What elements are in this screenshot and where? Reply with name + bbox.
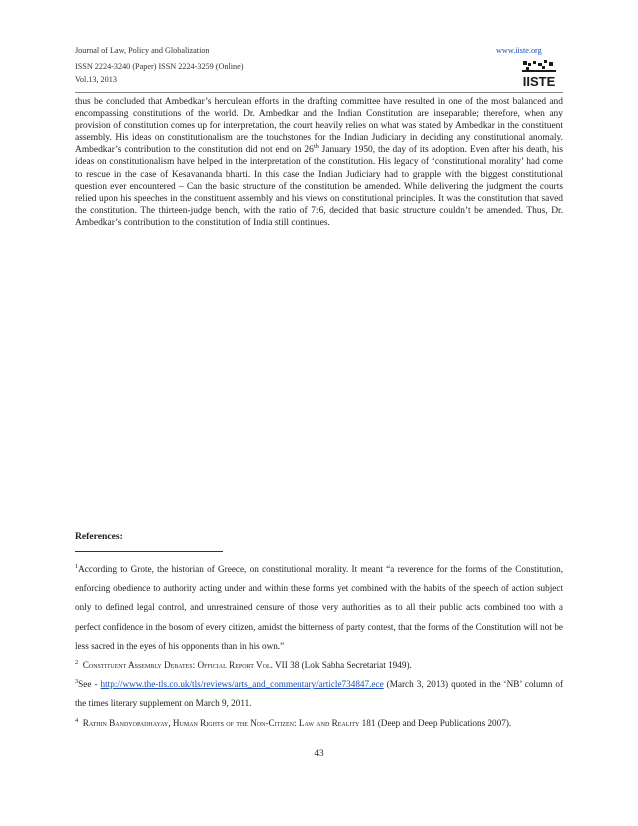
references-heading: References:	[75, 531, 123, 542]
iiste-logo-icon	[520, 59, 558, 89]
footnote-2-rest: 38 (Lok Sabha Secretariat 1949).	[287, 660, 412, 671]
footnote-2-title: Constituent Assembly Debates: Official Report Vol. VII	[82, 660, 288, 671]
footnote-1-text: According to Grote, the historian of Greece, on constitutional morality. It meant “a reverence for the forms of the Constitution, enforcing obedience to authority acting under and within these forms yet combined with the habits of the speech of action subject only to defined legal control, and unrestrained censure of those very authorities as to all their public acts combined too with a perfect confidence in the bosom of every citizen, amidst the bitterness of party contest, that the forms of the Constitution will not be less sacred in the eyes of his opponents than in his own.”	[75, 564, 563, 651]
volume-line: Vol.13, 2013	[75, 75, 117, 84]
footnote-4-title: Rathin Bandyopadhayay, Human Rights of the Non-Citizen: Law and Reality	[82, 717, 360, 728]
header-rule	[75, 92, 563, 93]
logo-text: IISTE	[522, 74, 556, 89]
footnote-3-post: (March 3, 2013) quoted in the ‘NB’ column of the times literary supplement on March 9, 2011.	[75, 679, 563, 709]
footnote-4-rest: 181 (Deep and Deep Publications 2007).	[359, 717, 512, 728]
footnote-4	[75, 714, 563, 733]
footnote-4-marker: 4	[75, 716, 79, 724]
page-number: 43	[314, 749, 324, 759]
ordinal-suffix: th	[313, 143, 319, 151]
footnote-2	[75, 656, 563, 675]
journal-url-link[interactable]: www.iiste.org	[496, 46, 542, 55]
body-paragraph	[75, 96, 563, 229]
footnote-1	[75, 560, 563, 656]
footnote-3	[75, 675, 563, 713]
footnote-3-pre: See -	[78, 679, 101, 690]
body-text: thus be concluded that Ambedkar’s herculean efforts in the drafting committee have resulted in one of the most balanced and encompassing constitutions of the world. Dr. Ambedkar and the Indian Constitution are inseparable; therefore, when any provision of constitution comes up for interpretation, the court heavily relies on what was stated by Ambedkar in the constituent assembly. His ideas on constitutionalism are the touchstones for the Indian Judiciary in deciding any constitutional anomaly. Ambedkar’s contribution to the constitution did not end on 26th January 1950, the day of its adoption. Even after his death, his ideas on constitutionalism have helped in the interpretation of the constitution. His legacy of ‘constitutional morality’ had come to rescue in the case of Kesavananda bharti. In this case the Indian Judiciary had to grapple with the biggest constitutional question ever encountered – Can the basic structure of the constitution be amended. While delivering the judgment the courts relied upon his speeches in the constituent assembly and his views on constitutional principles. It was the constitution that saved the constitution. The thirteen-judge bench, with the ratio of 7:6, decided that basic structure couldn’t be amended. Thus, Dr. Ambedkar’s contribution to the constitution of India still continues.	[75, 97, 564, 228]
journal-name: Journal of Law, Policy and Globalization	[75, 46, 210, 55]
footnote-separator	[75, 551, 223, 552]
footnote-2-marker: 2	[75, 659, 79, 667]
footnote-3-marker: 3	[75, 678, 79, 686]
footnote-3-link[interactable]: http://www.the-tls.co.uk/tls/reviews/arts_and_commentary/article734847.ece	[100, 679, 384, 690]
issn-line: ISSN 2224-3240 (Paper) ISSN 2224-3259 (Online)	[75, 62, 244, 71]
footnote-1-marker: 1	[75, 563, 79, 570]
footnotes	[75, 560, 563, 733]
